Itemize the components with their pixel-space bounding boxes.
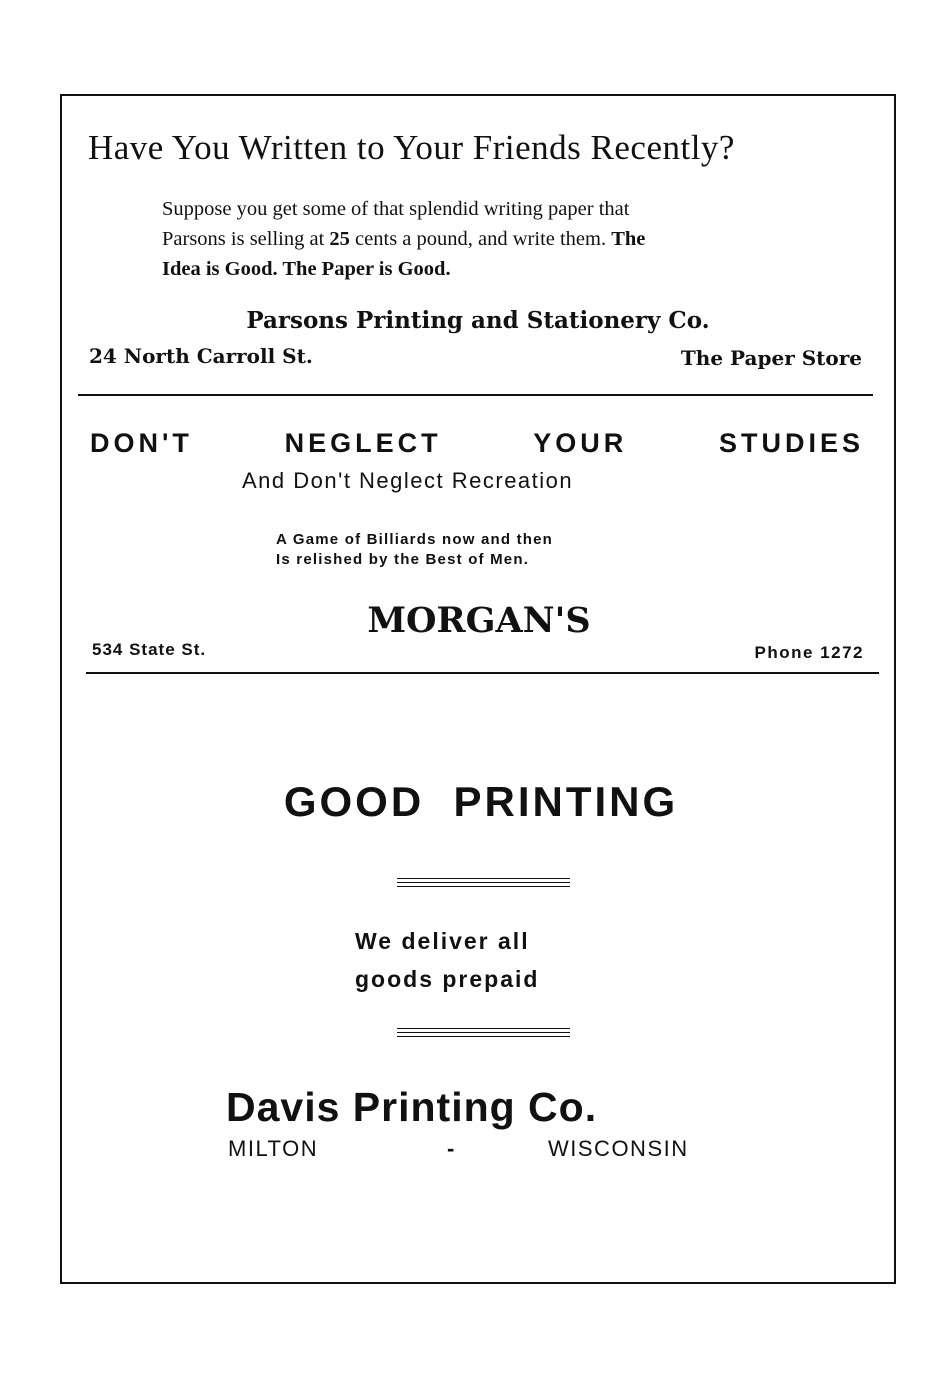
printing-separator: -	[447, 1136, 455, 1161]
stationery-body	[162, 194, 645, 284]
stationery-body-text: cents a pound, and write them.	[349, 228, 612, 250]
stationery-store: The Paper Store	[680, 346, 862, 370]
billiards-phone: Phone 1272	[754, 643, 864, 662]
billiards-rhyme-line2: Is relished by the Best of Men.	[276, 551, 530, 568]
billiards-headline-word: YOUR	[533, 428, 628, 458]
billiards-headline	[90, 428, 864, 459]
stationery-body-line1: Suppose you get some of that splendid writing paper that	[162, 198, 630, 220]
stationery-body-line3: Idea is Good. The Paper is Good.	[162, 258, 451, 280]
divider-rule	[86, 672, 879, 674]
printing-delivery-line1: We deliver all	[355, 928, 530, 954]
billiards-name: MORGAN'S	[367, 600, 591, 641]
stationery-body-text: Parsons is selling at	[162, 228, 330, 250]
stationery-company: Parsons Printing and Stationery Co.	[246, 307, 710, 334]
double-rule-ornament	[397, 1028, 570, 1040]
stationery-address: 24 North Carroll St.	[89, 344, 313, 368]
stationery-headline: Have You Written to Your Friends Recently?	[88, 128, 735, 167]
billiards-rhyme-line1: A Game of Billiards now and then	[276, 531, 554, 548]
stationery-price: 25	[329, 228, 350, 250]
double-rule-ornament	[397, 878, 570, 890]
divider-rule	[78, 394, 873, 396]
billiards-rhyme	[276, 530, 553, 570]
billiards-address: 534 State St.	[92, 640, 207, 659]
printing-delivery-line2: goods prepaid	[355, 966, 540, 992]
billiards-subhead: And Don't Neglect Recreation	[242, 468, 574, 493]
stationery-body-text-bold: The	[611, 228, 646, 250]
printing-state: WISCONSIN	[548, 1136, 689, 1161]
stationery-body-line2	[162, 224, 645, 254]
printing-company: Davis Printing Co.	[226, 1084, 598, 1130]
billiards-headline-word: NEGLECT	[284, 428, 442, 458]
printing-city: MILTON	[228, 1136, 319, 1161]
printing-delivery	[355, 922, 539, 998]
billiards-headline-word: DON'T	[90, 428, 193, 458]
printing-headline: GOOD PRINTING	[283, 778, 679, 825]
billiards-headline-word: STUDIES	[718, 428, 864, 458]
